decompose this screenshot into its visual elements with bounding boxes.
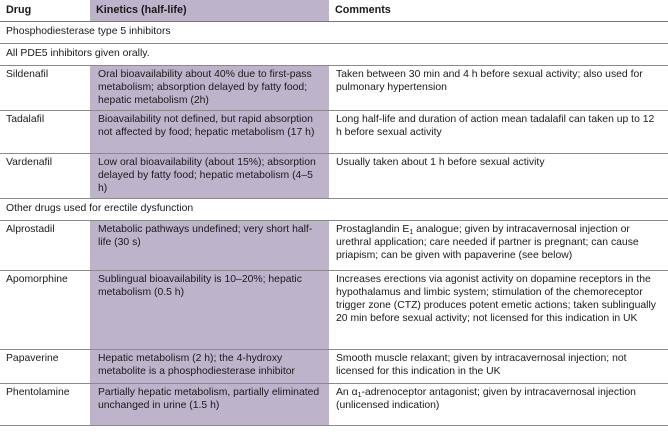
subscript-text: 1 — [357, 391, 362, 399]
drug-name: Sildenafil — [0, 65, 90, 110]
comments-text-start: Prostaglandin E — [336, 223, 410, 235]
table-row — [0, 270, 668, 349]
comments-cell: Taken between 30 min and 4 h before sexual activity; also used for pulmonary hypertension — [329, 65, 668, 110]
table-row — [0, 110, 668, 153]
header-comments: Comments — [329, 0, 668, 21]
drug-name: Apomorphine — [0, 270, 90, 349]
comments-cell — [329, 220, 668, 270]
kinetics-cell: Bioavailability not defined, but rapid absorption not affected by food; hepatic metabolism (17 h) — [90, 110, 329, 153]
drug-name: Alprostadil — [0, 220, 90, 270]
table-row — [0, 383, 668, 425]
comments-text-rest: analogue; given by intracavernosal injection or urethral application; care needed if partner is pregnant; can cause priapism; can be given with papaverine (see below) — [336, 223, 639, 261]
kinetics-cell: Hepatic metabolism (2 h); the 4-hydroxy metabolite is a phosphodiesterase inhibitor — [90, 349, 329, 383]
table-row — [0, 65, 668, 110]
header-row — [0, 0, 668, 21]
drug-name: Vardenafil — [0, 153, 90, 198]
drug-name: Phentolamine — [0, 383, 90, 425]
section-title-other: Other drugs used for erectile dysfunction — [0, 198, 668, 220]
table-row — [0, 153, 668, 198]
kinetics-cell: Metabolic pathways undefined; very short half-life (30 s) — [90, 220, 329, 270]
section-title-pde5: Phosphodiesterase type 5 inhibitors — [0, 21, 668, 43]
table-row — [0, 349, 668, 383]
header-drug: Drug — [0, 0, 90, 21]
subscript-text: 1 — [409, 228, 414, 236]
section-row-pde5 — [0, 21, 668, 43]
comments-text-rest: -adrenoceptor antagonist; given by intracavernosal injection (unlicensed indication) — [336, 386, 636, 411]
header-kinetics: Kinetics (half-life) — [90, 0, 329, 21]
section-note-row — [0, 43, 668, 65]
drug-name: Papaverine — [0, 349, 90, 383]
kinetics-cell: Sublingual bioavailability is 10–20%; hepatic metabolism (0.5 h) — [90, 270, 329, 349]
kinetics-cell: Oral bioavailability about 40% due to first-pass metabolism; absorption delayed by fatty food; hepatic metabolism (2h) — [90, 65, 329, 110]
table-row — [0, 220, 668, 270]
section-note-pde5: All PDE5 inhibitors given orally. — [0, 43, 668, 65]
comments-cell: Long half-life and duration of action mean tadalafil can taken up to 12 h before sexual activity — [329, 110, 668, 153]
comments-cell: Usually taken about 1 h before sexual activity — [329, 153, 668, 198]
comments-cell: Increases erections via agonist activity on dopamine receptors in the hypothalamus and limbic system; stimulation of the chemoreceptor trigger zone (CTZ) produces potent emetic actions; taken sublingually 20 min before sexual activity; not licensed for this indication in UK — [329, 270, 668, 349]
comments-text-start: An α — [336, 386, 358, 398]
kinetics-cell: Low oral bioavailability (about 15%); absorption delayed by fatty food; hepatic metabolism (4–5 h) — [90, 153, 329, 198]
drug-name: Tadalafil — [0, 110, 90, 153]
comments-cell — [329, 383, 668, 425]
comments-cell: Smooth muscle relaxant; given by intracavernosal injection; not licensed for this indication in the UK — [329, 349, 668, 383]
kinetics-cell: Partially hepatic metabolism, partially eliminated unchanged in urine (1.5 h) — [90, 383, 329, 425]
section-row-other — [0, 198, 668, 220]
